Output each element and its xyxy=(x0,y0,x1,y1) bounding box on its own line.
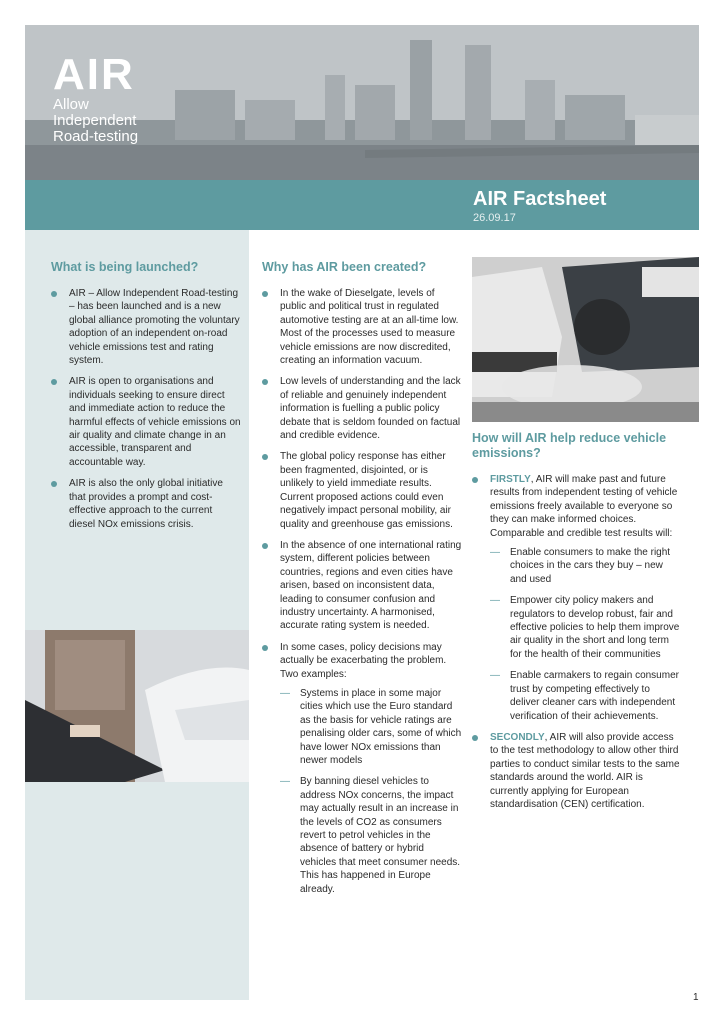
title-bar xyxy=(25,180,699,230)
logo-line-3: Road-testing xyxy=(53,128,139,145)
benefit-list xyxy=(490,546,682,723)
example-item: — Systems in place in some major cities which use the Euro standard as the basis for vehicle ratings are penalising older cars, some of which have lower NOx emissions than newer models xyxy=(280,687,462,767)
secondly-label: SECONDLY xyxy=(490,731,545,743)
section-heading: Why has AIR been created? xyxy=(262,260,427,274)
air-logo xyxy=(53,50,139,145)
bullet-list xyxy=(51,287,241,531)
example-item: — By banning diesel vehicles to address NOx concerns, the impact may actually result in an increase in the levels of CO2 as consumers revert to petrol vehicles in the absence of battery or hybrid vehicles that meet consumer needs. This has happened in Europe already. xyxy=(280,775,462,896)
firstly-text: , AIR will make past and future results from independent testing of vehicle emissions freely available to everyone so they can make informed choices. Comparable and credible test results will: xyxy=(490,474,678,539)
logo-line-2: Independent xyxy=(53,112,137,129)
list-item-text: In some cases, policy decisions may actually be exacerbating the problem. Two examples: xyxy=(280,641,447,680)
section-heading: What is being launched? xyxy=(51,260,199,274)
example-list xyxy=(280,687,462,896)
list-item xyxy=(472,731,682,811)
list-item xyxy=(262,641,462,896)
section-heading: How will AIR help reduce vehicle emissions? xyxy=(472,431,667,460)
logo-line-1: Allow xyxy=(53,96,89,113)
benefit-item: — Empower city policy makers and regulators to develop robust, fair and effective policies to help them improve air quality in the short and long term for the health of their communities xyxy=(490,594,682,661)
list-item: AIR is open to organisations and individuals seeking to ensure direct and immediate action to reduce the harmful effects of vehicle emissions on air quality and climate change in an accessible, transparent and accountable way. xyxy=(51,375,241,469)
section-what-launched xyxy=(51,260,241,539)
page-number: 1 xyxy=(693,992,699,1003)
logo-mark: AIR xyxy=(53,50,135,99)
bullet-list xyxy=(262,287,462,896)
list-item: The global policy response has either been fragmented, disjointed, or is unlikely to yield immediate results. Current proposed actions could even negatively impact personal mobility, air quality and greenhouse gas emissions. xyxy=(262,450,462,530)
benefit-item: — Enable consumers to make the right choices in the cars they buy – new and used xyxy=(490,546,682,586)
bullet-list xyxy=(472,473,682,811)
firstly-label: FIRSTLY xyxy=(490,474,531,485)
middle-column xyxy=(262,260,462,904)
benefit-item: — Enable carmakers to regain consumer trust by competing effectively to deliver cleaner cars with independent verification of their achievements. xyxy=(490,669,682,723)
list-item: AIR – Allow Independent Road-testing – has been launched and is a new global alliance promoting the voluntary adoption of an independent on-road vehicle emissions test and rating system. xyxy=(51,287,241,367)
right-column xyxy=(472,431,682,819)
secondly-text: , AIR will also provide access to the test methodology to allow other third parties to conduct similar tests to the same standards around the world. AIR is currently applying for European standardisation (CEN) certification. xyxy=(490,731,680,810)
list-item: In the wake of Dieselgate, levels of public and political trust in regulated automotive testing are at an all-time low. Most of the processes used to measure vehicle emissions are now discredited, creating an information vacuum. xyxy=(262,287,462,367)
car-inspection-photo xyxy=(25,630,249,782)
list-item xyxy=(472,473,682,723)
page-date: 26.09.17 xyxy=(473,212,516,224)
exhaust-photo xyxy=(472,257,699,422)
inspection-image xyxy=(25,630,249,782)
list-item: In the absence of one international rating system, different policies between countries, regions and even cities have arisen, based on inconsistent data, leading to consumer confusion and industry uncertainty. A harmonised, accurate rating system is needed. xyxy=(262,539,462,633)
page-title: AIR Factsheet xyxy=(473,188,607,210)
list-item: AIR is also the only global initiative that provides a prompt and cost-effective approach to the current diesel NOx emissions crisis. xyxy=(51,477,241,531)
header-photo xyxy=(25,25,699,180)
exhaust-image xyxy=(472,257,699,422)
left-column xyxy=(25,230,249,1000)
list-item: Low levels of understanding and the lack of reliable and genuinely independent information is fuelling a public policy debate that is seldom founded on factual and credible evidence. xyxy=(262,375,462,442)
